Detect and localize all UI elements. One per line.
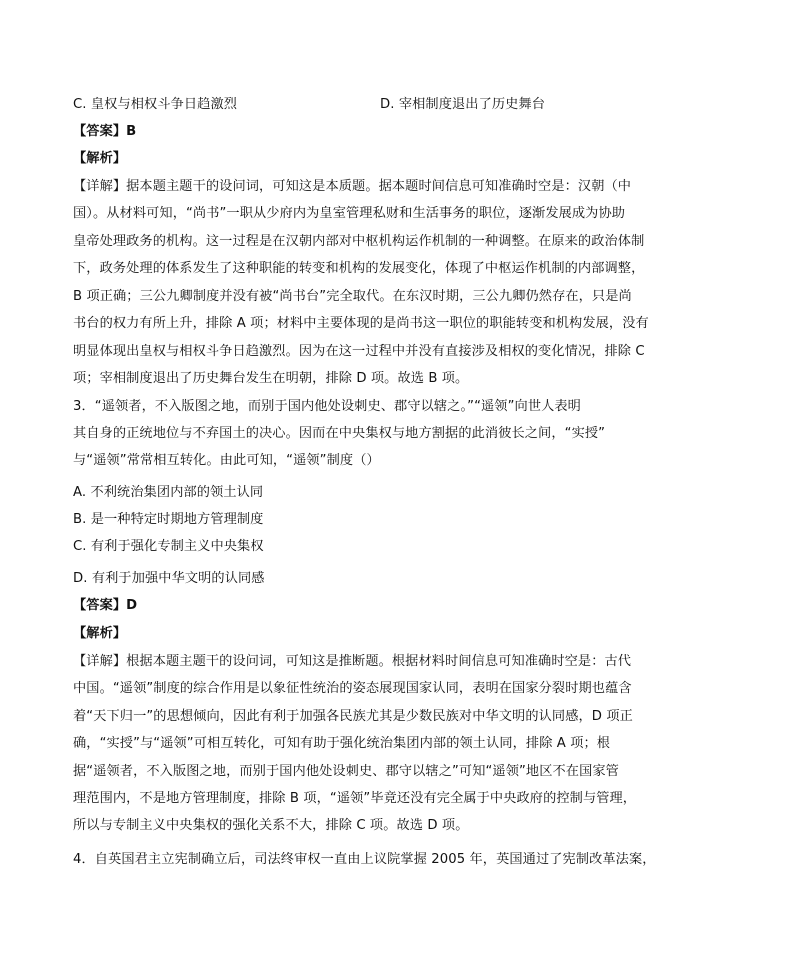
q3-option-a: A. 不利统治集团内部的领土认同 — [73, 485, 264, 500]
q3-option-d: D. 有利于加强中华文明的认同感 — [73, 571, 265, 586]
q3-detail-line: 着“天下归一”的思想倾向，因此有利于加强各民族尤其是少数民族对中华文明的认同感，D 项正 — [73, 709, 633, 724]
q3-detail-line: 所以与专制主义中央集权的强化关系不大，排除 C 项。故选 D 项。 — [73, 818, 469, 833]
q2-analysis-label: 【解析】 — [73, 151, 127, 166]
q2-detail-line: 项；宰相制度退出了历史舞台发生在明朝，排除 D 项。故选 B 项。 — [73, 371, 469, 386]
q3-detail-line: 【详解】根据本题主题干的设问词，可知这是推断题。根据材料时间信息可知准确时空是：古代 — [73, 654, 632, 669]
q3-detail-line: 确，“实授”与“遥领”可相互转化，可知有助于强化统治集团内部的领土认同，排除 A 项；根 — [73, 736, 611, 751]
q2-option-c: C. 皇权与相权斗争日趋激烈 — [73, 97, 238, 112]
q2-detail-line: 书台的权力有所上升，排除 A 项；材料中主要体现的是尚书这一职位的职能转变和机构发展，没有 — [73, 316, 649, 331]
q2-detail-line: 国）。从材料可知，“尚书”一职从少府内为皇室管理私财和生活事务的职位，逐渐发展成为协助 — [73, 206, 626, 221]
q3-detail-line: 理范围内，不是地方管理制度，排除 B 项，“遥领”毕竟还没有完全属于中央政府的控制与管理， — [73, 791, 637, 806]
q3-answer: 【答案】D — [73, 598, 138, 613]
q3-option-b: B. 是一种特定时期地方管理制度 — [73, 512, 264, 527]
q2-detail-line: 【详解】据本题主题干的设问词，可知这是本质题。据本题时间信息可知准确时空是：汉朝（中 — [73, 179, 632, 194]
q2-detail-line: 皇帝处理政务的机构。这一过程是在汉朝内部对中枢机构运作机制的一种调整。在原来的政治体制 — [73, 234, 645, 249]
q2-option-d: D. 宰相制度退出了历史舞台 — [380, 97, 545, 112]
q2-detail-line: 明显体现出皇权与相权斗争日趋激烈。因为在这一过程中并没有直接涉及相权的变化情况，排除 C — [73, 344, 645, 359]
q2-detail-line: B 项正确；三公九卿制度并没有被“尚书台”完全取代。在东汉时期，三公九卿仍然存在，只是尚 — [73, 289, 632, 304]
q3-stem-line: 其自身的正统地位与不弃国土的决心。因而在中央集权与地方割据的此消彼长之间，“实授” — [73, 426, 606, 441]
q3-detail-line: 据“遥领者，不入版图之地，而别于国内他处设刺史、郡守以辖之”可知“遥领”地区不在国家管 — [73, 764, 619, 779]
q2-detail-line: 下，政务处理的体系发生了这种职能的转变和机构的发展变化，体现了中枢运作机制的内部调整， — [73, 261, 645, 276]
q3-detail-line: 中国。“遥领”制度的综合作用是以象征性统治的姿态展现国家认同，表明在国家分裂时期也蕴含 — [73, 681, 632, 696]
q2-answer: 【答案】B — [73, 124, 137, 139]
q3-stem-line: 3．“遥领者，不入版图之地，而别于国内他处设刺史、郡守以辖之。”“遥领”向世人表明 — [73, 399, 581, 414]
q3-option-c: C. 有利于强化专制主义中央集权 — [73, 539, 264, 554]
q3-analysis-label: 【解析】 — [73, 626, 127, 641]
q3-stem-line: 与“遥领”常常相互转化。由此可知，“遥领”制度（） — [73, 453, 380, 468]
q4-stem-line: 4．自英国君主立宪制确立后，司法终审权一直由上议院掌握 2005 年，英国通过了宪制改革法案， — [73, 852, 656, 867]
